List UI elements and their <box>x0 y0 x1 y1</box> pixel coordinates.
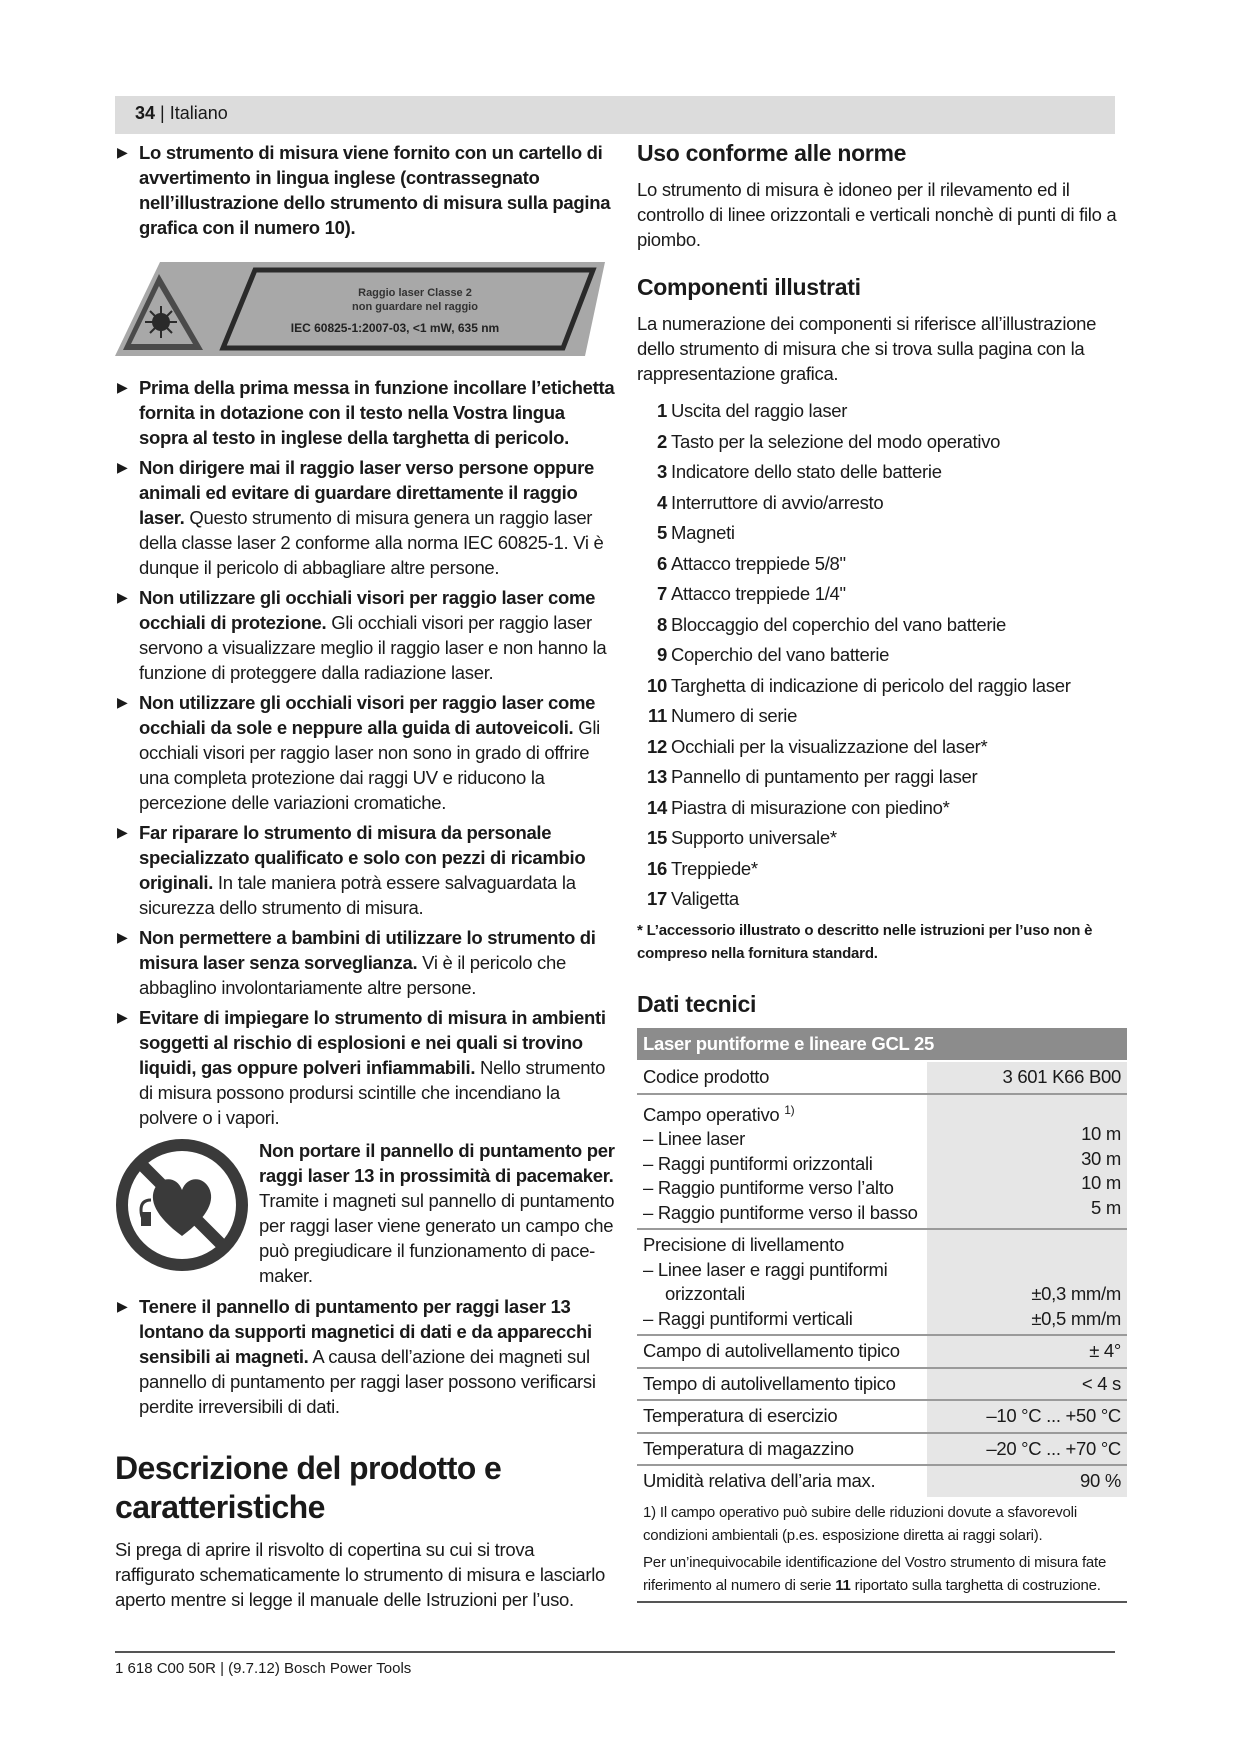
list-item <box>637 762 1127 793</box>
bullet-bold: Evitare di impiegare lo strumento di misura in ambienti soggetti al rischio di esplosioni e nei quali si trovino liquidi, gas oppure polveri infiammabili. <box>139 1007 606 1078</box>
sub-value: 30 m <box>1081 1147 1121 1169</box>
table-row <box>637 1465 1127 1497</box>
bullet-bold: Non permettere a bambini di utilizzare lo strumento di misura laser senza sorveglianza. <box>139 927 596 973</box>
list-item <box>637 549 1127 580</box>
safety-bullet <box>115 455 615 580</box>
list-item <box>637 793 1127 824</box>
component-number: 4 <box>657 491 667 513</box>
row-value <box>927 1094 1127 1230</box>
sub-value: ±0,5 mm/m <box>1031 1307 1121 1329</box>
component-label: Uscita del raggio laser <box>671 400 848 421</box>
bullet-bold: Prima della prima messa in funzione incollare l’etichetta fornita in dotazione con il testo nella Vostra lingua sopra al testo in inglese della targhetta di pericolo. <box>139 377 615 448</box>
page-header-bar <box>115 96 1115 134</box>
component-label: Magneti <box>671 522 735 543</box>
safety-bullet <box>115 1294 615 1419</box>
section-heading-tech: Dati tecnici <box>637 990 757 1017</box>
component-number: 14 <box>647 796 667 818</box>
sub-label: – Linee laser <box>643 1128 746 1150</box>
row-value: –10 °C ... +50 °C <box>927 1400 1127 1433</box>
triangle-right-icon: ▶ <box>117 144 128 160</box>
bullet-text: Questo strumento di misura genera un raggio laser della classe laser 2 conforme alla norma IEC 60825-1. Vi è dunque il pericolo di abbagliare altre persone. <box>139 507 604 578</box>
row-label: Umidità relativa dell’aria max. <box>637 1465 927 1497</box>
triangle-right-icon: ▶ <box>117 1298 128 1314</box>
table-row <box>637 1433 1127 1466</box>
component-number: 3 <box>657 461 667 482</box>
component-label: Bloccaggio del coperchio del vano batterie <box>671 613 1007 635</box>
page-language: Italiano <box>169 103 228 123</box>
list-item <box>637 488 1127 519</box>
sub-label: – Raggi puntiformi orizzontali <box>643 1152 873 1174</box>
list-item <box>637 854 1127 885</box>
campo-label: Campo operativo <box>643 1103 780 1125</box>
no-pacemaker-icon <box>115 1138 249 1272</box>
row-value: ± 4° <box>927 1335 1127 1368</box>
safety-bullet <box>115 690 615 815</box>
list-item <box>637 671 1127 702</box>
triangle-right-icon: ▶ <box>117 459 128 475</box>
list-item <box>637 396 1127 427</box>
tech-table-title: Laser puntiforme e lineare GCL 25 <box>637 1028 1127 1062</box>
triangle-right-icon: ▶ <box>117 694 128 710</box>
description-text: Si prega di aprire il risvolto di copertina su cui si trova raffigurato schematicamente lo strumento di misura e lasciarlo aperto mentre si legge il manuale delle Istruzioni per l’uso. <box>115 1539 606 1610</box>
table-row <box>637 1335 1127 1368</box>
footer-divider <box>115 1651 1115 1653</box>
component-label: Numero di serie <box>671 705 798 726</box>
row-label <box>637 1229 927 1335</box>
component-label: Treppiede* <box>671 857 758 879</box>
bullet-text: In tale maniera potrà essere salvaguardata la sicurezza dello strumento di misura. <box>139 872 576 918</box>
component-number: 7 <box>657 583 667 604</box>
component-number: 16 <box>647 857 667 879</box>
row-value <box>927 1229 1127 1335</box>
page-footer: 1 618 C00 50R | (9.7.12) Bosch Power Tools <box>115 1660 412 1677</box>
bullet-bold: Non utilizzare gli occhiali visori per raggio laser come occhiali di protezione. <box>139 587 596 633</box>
serial-note-a: Per un’inequivocabile identificazione del Vostro strumento di misura fate riferimento al numero di serie <box>643 1553 1107 1594</box>
component-number: 12 <box>647 735 667 757</box>
sub-value: 5 m <box>1091 1196 1121 1218</box>
components-list <box>637 396 1127 915</box>
list-item <box>637 701 1127 732</box>
sub-label: – Linee laser e raggi puntiformi <box>643 1258 888 1280</box>
pacemaker-warning <box>115 1138 615 1288</box>
list-item <box>637 884 1127 915</box>
left-column <box>115 140 615 1612</box>
pacemaker-text <box>259 1138 615 1288</box>
laser-warning-icon <box>115 260 605 358</box>
component-label: Occhiali per la visualizzazione del laser* <box>671 735 988 757</box>
component-label: Pannello di puntamento per raggi laser <box>671 766 978 787</box>
table-row <box>637 1368 1127 1401</box>
precisione-label: Precisione di livellamento <box>643 1234 844 1256</box>
sub-label: – Raggi puntiformi verticali <box>643 1307 853 1329</box>
bullet-text: Vi è il pericolo che abbaglino involontariamente altre persone. <box>139 952 566 998</box>
row-value: 3 601 K66 B00 <box>927 1061 1127 1094</box>
component-number: 11 <box>648 705 667 726</box>
component-number: 9 <box>657 644 667 665</box>
bullet-bold: Non dirigere mai il raggio laser verso persone oppure animali ed evitare di guardare direttamente il raggio laser. <box>139 457 594 528</box>
triangle-right-icon: ▶ <box>117 1009 128 1025</box>
component-label: Coperchio del vano batterie <box>671 644 890 665</box>
table-row <box>637 1094 1127 1230</box>
sub-label: – Raggio puntiforme verso l’alto <box>643 1177 894 1199</box>
component-number: 10 <box>647 674 667 696</box>
laser-warning-label <box>115 260 615 363</box>
safety-bullet <box>115 925 615 1000</box>
row-label: Tempo di autolivellamento tipico <box>637 1368 927 1401</box>
component-number: 13 <box>647 766 667 787</box>
warning-label-line1: Raggio laser Classe 2 <box>358 287 472 299</box>
safety-bullet <box>115 1005 615 1130</box>
bullet-text: Gli occhiali visori per raggio laser non sono in grado di offrire una completa protezione dai raggi UV e riducono la percezione delle variazioni cromatiche. <box>139 717 600 813</box>
row-value: 90 % <box>927 1465 1127 1497</box>
table-row <box>637 1229 1127 1335</box>
tech-footnote: 1) Il campo operativo può subire delle riduzioni dovute a sfavorevoli condizioni ambientali (p.es. esposizione diretta ai raggi solari). <box>643 1503 1077 1544</box>
component-number: 2 <box>657 430 667 452</box>
serial-note <box>637 1551 1127 1597</box>
row-label: Campo di autolivellamento tipico <box>637 1335 927 1368</box>
component-label: Tasto per la selezione del modo operativo <box>671 430 1001 452</box>
row-value: < 4 s <box>927 1368 1127 1401</box>
components-intro: La numerazione dei componenti si riferisce all’illustrazione dello strumento di misura che si trova sulla pagina con la rappresentazione grafica. <box>637 313 1097 384</box>
list-item <box>637 579 1127 610</box>
uso-text: Lo strumento di misura è idoneo per il rilevamento ed il controllo di linee orizzontali e verticali nonchè di punti di filo a piombo. <box>637 179 1117 250</box>
right-column <box>637 140 1127 1603</box>
triangle-right-icon: ▶ <box>117 589 128 605</box>
list-item <box>637 610 1127 641</box>
campo-sup: 1) <box>784 1102 795 1117</box>
bullet-bold: Non utilizzare gli occhiali visori per raggio laser come occhiali da sole e neppure alla guida di autoveicoli. <box>139 692 596 738</box>
component-label: Piastra di misurazione con piedino* <box>671 796 950 818</box>
component-number: 5 <box>657 522 667 543</box>
section-heading-uso: Uso conforme alle norme <box>637 140 907 166</box>
row-label <box>637 1094 927 1230</box>
page-header: 34 | Italiano <box>135 103 228 123</box>
section-heading-description: Descrizione del prodotto e caratteristiche <box>115 1450 502 1525</box>
component-number: 1 <box>657 400 667 421</box>
divider <box>637 1601 1127 1603</box>
bullet-text: A causa dell’azione dei magneti sul pannello di puntamento per raggi laser possono verificarsi perdite irreversibili di dati. <box>139 1346 596 1417</box>
table-row <box>637 1400 1127 1433</box>
list-item <box>637 732 1127 763</box>
pacemaker-bold: Non portare il pannello di puntamento per raggi laser 13 in prossimità di pacemaker. <box>259 1140 615 1186</box>
row-label: Temperatura di magazzino <box>637 1433 927 1466</box>
component-label: Attacco treppiede 5/8" <box>671 552 846 574</box>
component-label: Supporto universale* <box>671 827 837 848</box>
bullet-bold: Lo strumento di misura viene fornito con un cartello di avvertimento in lingua inglese (contrassegnato nell’illustrazione dello strumento di misura sulla pagina grafica con il numero 10). <box>139 142 611 238</box>
component-number: 17 <box>647 888 667 909</box>
warning-label-line3: IEC 60825-1:2007-03, <1 mW, 635 nm <box>290 321 500 335</box>
component-label: Valigetta <box>671 888 739 909</box>
bullet-text: Nello strumento di misura possono prodursi scintille che incendiano la polvere o i vapori. <box>139 1057 606 1128</box>
tech-table <box>637 1028 1127 1497</box>
serial-note-c: riportato sulla targhetta di costruzione. <box>850 1576 1101 1594</box>
page-number: 34 <box>135 103 156 123</box>
safety-bullet <box>115 820 615 920</box>
table-row <box>637 1061 1127 1094</box>
bullet-bold: Tenere il pannello di puntamento per raggi laser 13 lontano da supporti magnetici di dati e da apparecchi sensibili ai magneti. <box>139 1296 592 1367</box>
row-label: Temperatura di esercizio <box>637 1400 927 1433</box>
pacemaker-rest: Tramite i magneti sul pannello di puntamento per raggi laser viene generato un campo che può pregiudicare il funzionamento di pace-maker. <box>259 1190 615 1286</box>
row-value: –20 °C ... +70 °C <box>927 1433 1127 1466</box>
list-item <box>637 640 1127 671</box>
sub-label: orizzontali <box>665 1283 745 1305</box>
bullet-bold: Far riparare lo strumento di misura da personale specializzato qualificato e solo con pezzi di ricambio originali. <box>139 822 586 893</box>
sub-value: 10 m <box>1081 1123 1121 1144</box>
triangle-right-icon: ▶ <box>117 929 128 945</box>
safety-bullet <box>115 585 615 685</box>
component-label: Attacco treppiede 1/4" <box>671 583 846 604</box>
sub-value: ±0,3 mm/m <box>1031 1283 1121 1305</box>
serial-note-b: 11 <box>835 1576 851 1594</box>
component-number: 6 <box>657 552 667 574</box>
component-number: 15 <box>647 827 667 848</box>
triangle-right-icon: ▶ <box>117 379 128 395</box>
sub-label: – Raggio puntiforme verso il basso <box>643 1201 918 1223</box>
triangle-right-icon: ▶ <box>117 824 128 840</box>
safety-bullet <box>115 375 615 450</box>
component-label: Interruttore di avvio/arresto <box>671 491 884 513</box>
safety-bullet <box>115 140 615 240</box>
warning-label-line2: non guardare nel raggio <box>352 301 478 313</box>
section-heading-components: Componenti illustrati <box>637 274 861 300</box>
list-item <box>637 823 1127 854</box>
list-item <box>637 427 1127 458</box>
component-number: 8 <box>657 613 667 635</box>
list-item <box>637 457 1127 488</box>
list-item <box>637 518 1127 549</box>
bullet-text: Gli occhiali visori per raggio laser servono a visualizzare meglio il raggio laser e non hanno la funzione di proteggere dalla radiazione laser. <box>139 612 607 683</box>
row-label: Codice prodotto <box>637 1061 927 1094</box>
tech-table-header <box>637 1028 1127 1062</box>
component-label: Targhetta di indicazione di pericolo del raggio laser <box>671 674 1071 696</box>
component-label: Indicatore dello stato delle batterie <box>671 461 942 482</box>
sub-value: 10 m <box>1081 1172 1121 1193</box>
accessory-note: * L’accessorio illustrato o descritto nelle istruzioni per l’uso non è compreso nella fornitura standard. <box>637 921 1093 962</box>
